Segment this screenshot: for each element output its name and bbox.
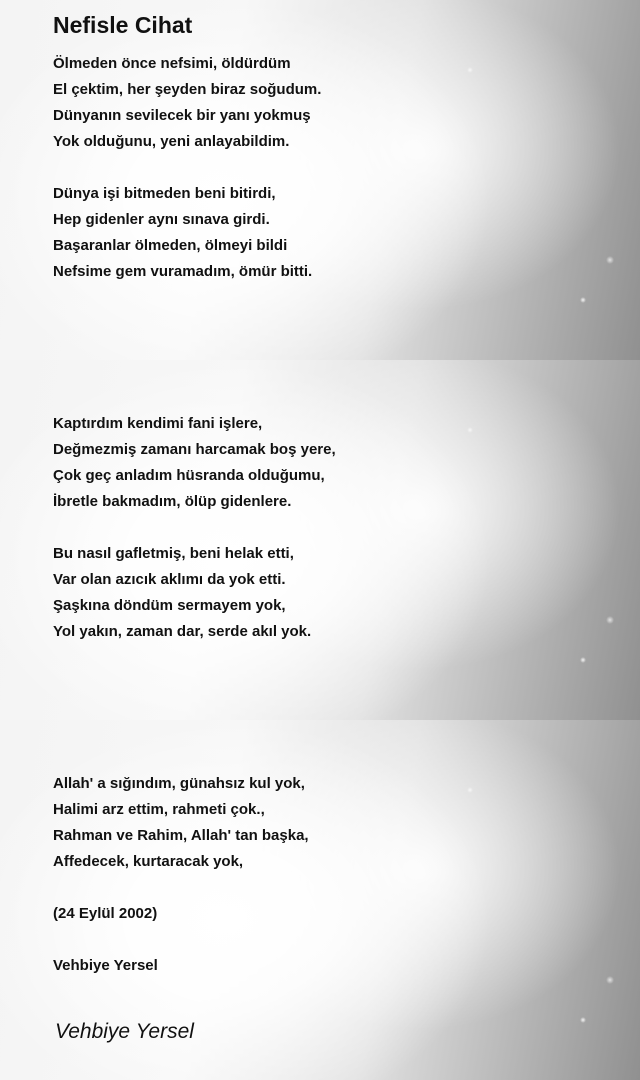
- poem-line: Kaptırdım kendimi fani işlere,: [53, 415, 263, 432]
- poem-author: Vehbiye Yersel: [53, 957, 158, 974]
- poem-line: Çok geç anladım hüsranda olduğumu,: [53, 467, 325, 484]
- poem-line: Hep gidenler aynı sınava girdi.: [53, 211, 270, 228]
- poem-line: Rahman ve Rahim, Allah' tan başka,: [53, 827, 309, 844]
- poem-line: Yok olduğunu, yeni anlayabildim.: [53, 133, 290, 150]
- poem-line: Ölmeden önce nefsimi, öldürdüm: [53, 55, 291, 72]
- poem-panel-1: [0, 0, 640, 360]
- poem-line: Nefsime gem vuramadım, ömür bitti.: [53, 263, 313, 280]
- stanza-1: [53, 51, 321, 155]
- poem-line: Dünya işi bitmeden beni bitirdi,: [53, 185, 276, 202]
- stanza-2: [53, 181, 312, 285]
- poem-line: Değmezmiş zamanı harcamak boş yere,: [53, 441, 336, 458]
- poem-line: İbretle bakmadım, ölüp gidenlere.: [53, 493, 292, 510]
- poem-date: (24 Eylül 2002): [53, 905, 158, 922]
- poem-line: Halimi arz ettim, rahmeti çok.,: [53, 801, 265, 818]
- poem-line: Şaşkına döndüm sermayem yok,: [53, 597, 286, 614]
- poem-line: Allah' a sığındım, günahsız kul yok,: [53, 775, 305, 792]
- poem-line: Dünyanın sevilecek bir yanı yokmuş: [53, 107, 311, 124]
- poem-line: Yol yakın, zaman dar, serde akıl yok.: [53, 623, 312, 640]
- poem-line: El çektim, her şeyden biraz soğudum.: [53, 81, 322, 98]
- stanza-4: [53, 541, 311, 645]
- author-signature: Vehbiye Yersel: [55, 1020, 194, 1043]
- poem-panel-3: [0, 720, 640, 1080]
- poem-panel-2: [0, 360, 640, 720]
- poem-line: Başaranlar ölmeden, ölmeyi bildi: [53, 237, 288, 254]
- poem-line: Bu nasıl gafletmiş, beni helak etti,: [53, 545, 294, 562]
- poem-title: Nefisle Cihat: [53, 12, 193, 38]
- poem-line: Affedecek, kurtaracak yok,: [53, 853, 244, 870]
- poem-line: Var olan azıcık aklımı da yok etti.: [53, 571, 286, 588]
- stanza-5: [53, 771, 309, 875]
- stanza-3: [53, 411, 336, 515]
